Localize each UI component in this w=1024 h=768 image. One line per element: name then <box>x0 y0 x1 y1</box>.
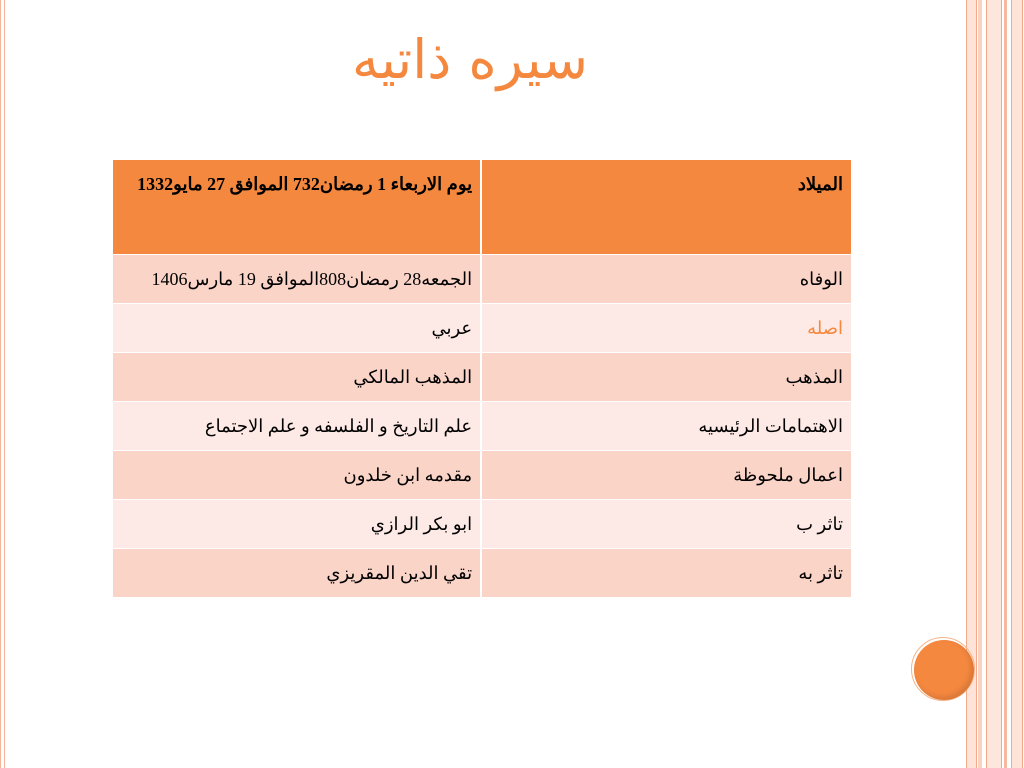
biography-table <box>111 159 853 598</box>
decorative-circle <box>914 640 974 700</box>
slide-title: سيره ذاتيه <box>351 28 589 91</box>
table-row <box>112 160 852 255</box>
row-value: مقدمه ابن خلدون <box>112 451 481 500</box>
stripe <box>1004 0 1007 768</box>
table-row <box>112 451 852 500</box>
row-label: اعمال ملحوظة <box>481 451 852 500</box>
table-row <box>112 549 852 598</box>
row-label: تاثر ب <box>481 500 852 549</box>
stripe <box>1011 0 1023 768</box>
table-row <box>112 304 852 353</box>
table-row <box>112 353 852 402</box>
row-label: الوفاه <box>481 255 852 304</box>
table-row <box>112 255 852 304</box>
row-value: يوم الاربعاء 1 رمضان732 الموافق 27 مايو1332 <box>112 160 481 255</box>
stripe <box>978 0 982 768</box>
right-decorative-stripes <box>966 0 1024 768</box>
left-frame-border <box>0 0 5 768</box>
row-label: الميلاد <box>481 160 852 255</box>
row-label: المذهب <box>481 353 852 402</box>
row-value: الجمعه28 رمضان808الموافق 19 مارس1406 <box>112 255 481 304</box>
row-value: تقي الدين المقريزي <box>112 549 481 598</box>
row-value: علم التاريخ و الفلسفه و علم الاجتماع <box>112 402 481 451</box>
row-value: المذهب المالكي <box>112 353 481 402</box>
row-value: ابو بكر الرازي <box>112 500 481 549</box>
row-label: الاهتمامات الرئيسيه <box>481 402 852 451</box>
table-row <box>112 402 852 451</box>
stripe <box>986 0 1002 768</box>
row-value: عربي <box>112 304 481 353</box>
table-row <box>112 500 852 549</box>
row-label: تاثر به <box>481 549 852 598</box>
row-label: اصله <box>481 304 852 353</box>
